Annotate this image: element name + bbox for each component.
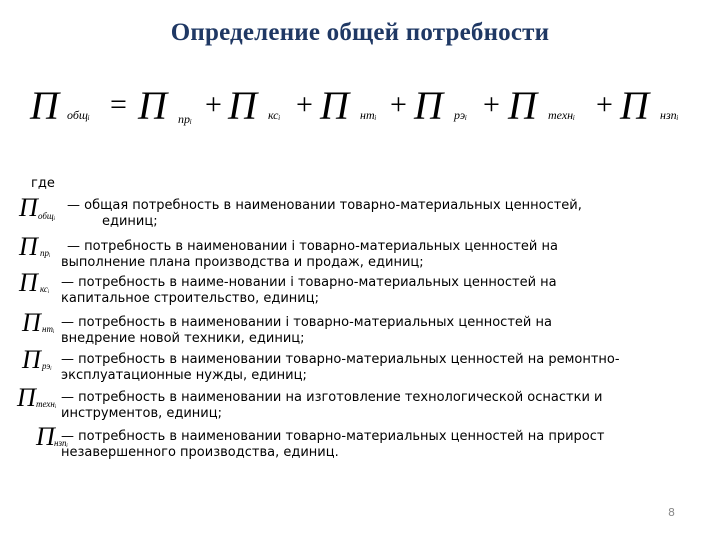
formula-lhs-symbol: П <box>30 83 59 128</box>
definition-text-line-1: — потребность в наиме-новании i товарно-материальных ценностей на <box>61 275 557 290</box>
definition-text-line-1: — потребность в наименовании товарно-материальных ценностей на ремонтно- <box>61 352 620 367</box>
definition-text-line-2: единиц; <box>102 214 158 229</box>
formula-plus-2: + <box>296 88 313 121</box>
page-number: 8 <box>668 506 675 519</box>
definition-text-line-2: капитальное строительство, единиц; <box>61 291 319 306</box>
formula-plus-1: + <box>205 88 222 121</box>
formula-term-6-symbol: П <box>620 83 649 128</box>
formula-term-5-symbol: П <box>508 83 537 128</box>
slide-title: Определение общей потребности <box>170 19 550 46</box>
formula-plus-3: + <box>390 88 407 121</box>
definition-text-line-1: — потребность в наименовании i товарно-материальных ценностей на <box>67 239 558 254</box>
formula-equals: = <box>110 88 127 121</box>
definition-text-line-1: — потребность в наименовании i товарно-материальных ценностей на <box>61 315 552 330</box>
definition-symbol: П <box>19 232 38 261</box>
definition-text-line-2: инструментов, единиц; <box>61 406 222 421</box>
definition-symbol: П <box>19 193 38 222</box>
definition-text-line-1: — общая потребность в наименовании товарно-материальных ценностей, <box>67 198 582 213</box>
definition-text-line-2: внедрение новой техники, единиц; <box>61 331 305 346</box>
formula-term-5-subscript: технᵢ <box>548 108 576 122</box>
definition-text-line-2: незавершенного производства, единиц. <box>61 445 339 460</box>
definition-subscript: ксᵢ <box>40 284 50 294</box>
definition-symbol: П <box>36 422 55 451</box>
where-label: где <box>31 176 55 191</box>
formula-term-2-subscript: ксᵢ <box>268 108 281 122</box>
definition-subscript: прᵢ <box>40 248 51 258</box>
definition-text-line-1: — потребность в наименовании товарно-материальных ценностей на прирост <box>61 429 605 444</box>
formula-term-4-subscript: рэᵢ <box>454 108 468 122</box>
definition-text-line-2: выполнение плана производства и продаж, единиц; <box>61 255 424 270</box>
formula-term-6-subscript: нзпᵢ <box>660 108 679 122</box>
definition-text-line-1: — потребность в наименовании на изготовление технологической оснастки и <box>61 390 603 405</box>
definition-subscript: технᵢ <box>36 399 57 409</box>
definition-symbol: П <box>17 383 36 412</box>
definition-subscript: рэᵢ <box>42 361 52 371</box>
definition-text-line-2: эксплуатационные нужды, единиц; <box>61 368 307 383</box>
formula-term-1-subscript: прᵢ <box>178 112 192 126</box>
formula-plus-5: + <box>596 88 613 121</box>
formula-term-4-symbol: П <box>414 83 443 128</box>
definition-subscript: нзпᵢ <box>54 438 68 448</box>
formula-lhs-subscript: общᵢ <box>67 108 90 122</box>
formula-term-1-symbol: П <box>138 83 167 128</box>
formula-plus-4: + <box>483 88 500 121</box>
formula-term-3-subscript: нтᵢ <box>360 108 377 122</box>
formula-term-3-symbol: П <box>320 83 349 128</box>
definition-subscript: общᵢ <box>38 211 56 221</box>
formula-term-2-symbol: П <box>228 83 257 128</box>
definition-symbol: П <box>22 345 41 374</box>
definition-symbol: П <box>22 308 41 337</box>
definition-symbol: П <box>19 268 38 297</box>
definition-subscript: нтᵢ <box>42 324 55 334</box>
